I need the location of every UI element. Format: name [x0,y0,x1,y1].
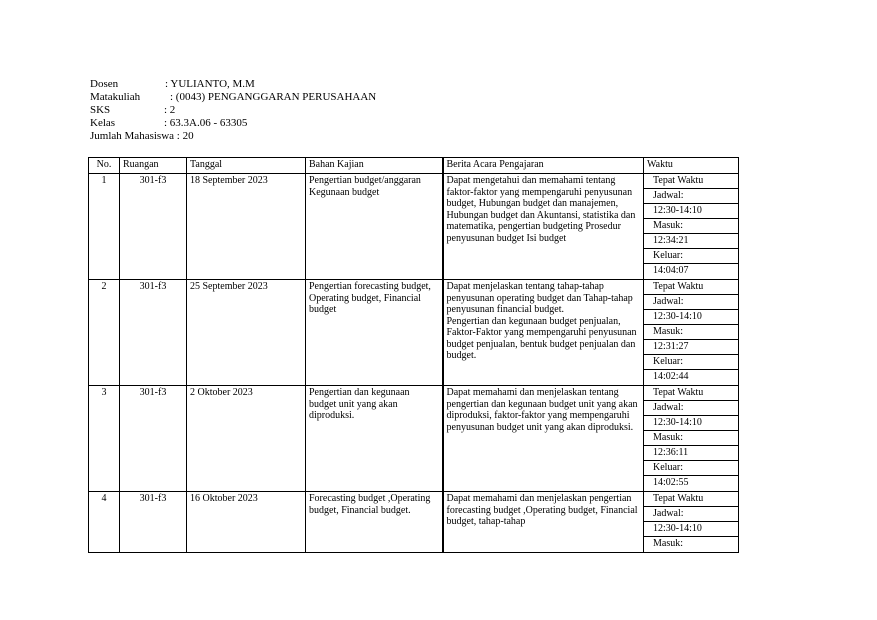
waktu-status: Tepat Waktu [644,386,738,401]
berita-text: Faktor-Faktor yang mempengaruhi penyusunan budget penjualan, bentuk budget penjualan dan budget. [446,327,637,361]
cell-waktu [644,492,739,553]
cell-waktu [644,386,739,492]
cell-bahan: Pengertian forecasting budget, Operating budget, Financial budget [306,280,443,386]
cell-ruangan: 301-f3 [120,492,187,553]
waktu-jadwal-label: Jadwal: [644,295,738,310]
cell-berita [443,174,644,280]
table-row [89,492,739,553]
waktu-keluar-value: 14:02:55 [653,477,689,488]
col-header-tanggal: Tanggal [187,158,306,174]
waktu-list [644,280,738,385]
cell-no: 2 [89,280,120,386]
cell-tanggal: 25 September 2023 [187,280,306,386]
berita-text: Dapat menjelaskan tentang tahap-tahap penyusunan operating budget dan Tahap-tahap penyusunan financial budget. [446,281,633,315]
cell-bahan: Forecasting budget ,Operating budget, Financial budget. [306,492,443,553]
col-header-bahan: Bahan Kajian [306,158,443,174]
waktu-jadwal-label: Jadwal: [644,507,738,522]
waktu-list [644,174,738,279]
kelas-label: Kelas [90,117,116,129]
waktu-jadwal-label: Jadwal: [644,189,738,204]
waktu-jadwal-value: 12:30-14:10 [644,416,738,431]
waktu-masuk-value: 12:36:11 [644,446,738,461]
cell-bahan: Pengertian dan kegunaan budget unit yang akan diproduksi. [306,386,443,492]
waktu-masuk-label: Masuk: [644,325,738,340]
berita-text: Pengertian dan kegunaan budget penjualan, [446,315,621,327]
attendance-table [88,157,739,553]
table-row [89,174,739,280]
cell-ruangan: 301-f3 [120,280,187,386]
cell-bahan: Pengertian budget/anggaran Kegunaan budget [306,174,443,280]
waktu-masuk-label: Masuk: [644,431,738,446]
col-header-berita: Berita Acara Pengajaran [443,158,644,174]
waktu-keluar-value: 14:04:07 [653,265,689,276]
col-header-no: No. [89,158,120,174]
cell-ruangan: 301-f3 [120,174,187,280]
dosen-value: : YULIANTO, M.M [165,78,255,90]
waktu-keluar-label: Keluar: [644,461,738,476]
cell-no: 4 [89,492,120,553]
table-row [89,280,739,386]
waktu-list [644,492,738,552]
col-header-waktu: Waktu [644,158,739,174]
waktu-status: Tepat Waktu [644,280,738,295]
cell-berita [443,386,644,492]
cell-ruangan: 301-f3 [120,386,187,492]
cell-berita [443,492,644,553]
waktu-status: Tepat Waktu [644,492,738,507]
waktu-masuk-label: Masuk: [653,538,683,549]
sks-label: SKS [90,104,111,116]
waktu-jadwal-value: 12:30-14:10 [644,522,738,537]
cell-berita [443,280,644,386]
berita-text: Dapat memahami dan menjelaskan tentang pengertian dan kegunaan budget unit yang akan diproduksi, faktor-faktor yang mempengaruhi penyusunan budget unit yang akan diproduksi. [446,387,638,433]
table-row [89,386,739,492]
matakuliah-label: Matakuliah [90,91,141,103]
waktu-masuk-value: 12:31:27 [644,340,738,355]
waktu-list [644,386,738,491]
cell-waktu [644,174,739,280]
cell-tanggal: 2 Oktober 2023 [187,386,306,492]
jumlah-mahasiswa: Jumlah Mahasiswa : 20 [90,130,194,142]
sks-value: : 2 [164,104,176,116]
waktu-jadwal-label: Jadwal: [644,401,738,416]
matakuliah-value: : (0043) PENGANGGARAN PERUSAHAAN [170,91,377,103]
berita-text: Dapat mengetahui dan memahami tentang faktor-faktor yang mempengaruhi penyusunan budget, Hubungan budget dan manajemen, Hubungan budget dan Akuntansi, statistika dan matematika, pengertian budgeting Prosedur penyusunan budget Isi budget [446,175,636,244]
waktu-status: Tepat Waktu [644,174,738,189]
waktu-masuk-label: Masuk: [644,219,738,234]
waktu-jadwal-value: 12:30-14:10 [644,204,738,219]
berita-text: Dapat memahami dan menjelaskan pengertian forecasting budget ,Operating budget, Financial budget, tahap-tahap [446,493,638,527]
waktu-keluar-label: Keluar: [644,355,738,370]
cell-tanggal: 18 September 2023 [187,174,306,280]
waktu-masuk-value: 12:34:21 [644,234,738,249]
dosen-label: Dosen [90,78,119,90]
waktu-jadwal-value: 12:30-14:10 [644,310,738,325]
cell-tanggal: 16 Oktober 2023 [187,492,306,553]
cell-no: 3 [89,386,120,492]
col-header-ruangan: Ruangan [120,158,187,174]
cell-waktu [644,280,739,386]
waktu-keluar-value: 14:02:44 [653,371,689,382]
cell-no: 1 [89,174,120,280]
table-header-row [89,158,739,174]
waktu-keluar-label: Keluar: [644,249,738,264]
kelas-value: : 63.3A.06 - 63305 [164,117,248,129]
